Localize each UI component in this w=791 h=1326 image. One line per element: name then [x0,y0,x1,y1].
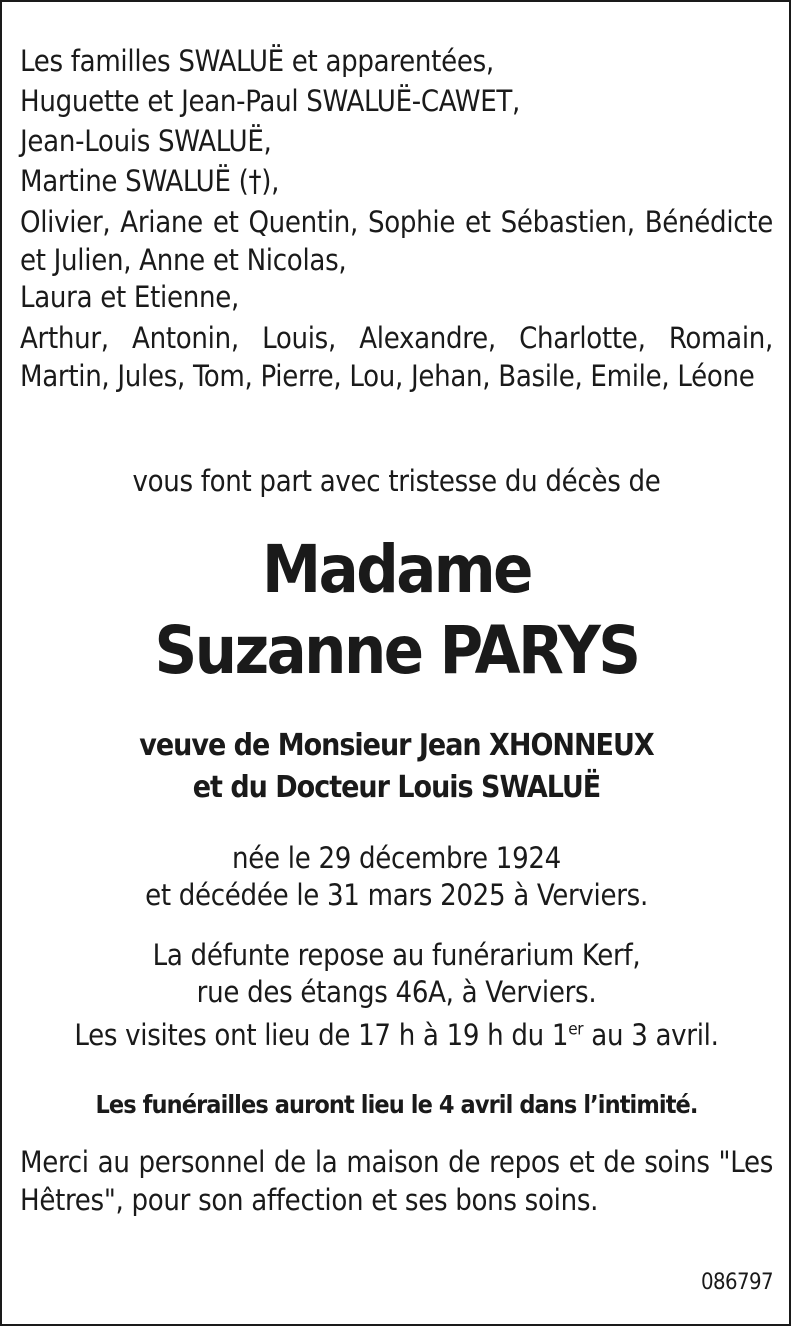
widow-of [20,725,773,809]
widow-line: veuve de Monsieur Jean XHONNEUX [139,728,654,763]
family-line: Huguette et Jean-Paul SWALUË-CAWET, [20,84,521,118]
death-date: et décédée le 31 mars 2025 à Verviers. [145,878,648,912]
family-line: Les familles SWALUË et apparentées, [20,44,494,78]
funeral-info: Les funérailles auront lieu le 4 avril dans l’intimité. [95,1090,698,1119]
grandchildren-text: Olivier, Ariane et Quentin, Sophie et Sébastien, Bénédicte et Julien, Anne et Nicolas, [20,205,773,277]
widow-line: et du Docteur Louis SWALUË [192,770,601,805]
life-dates [20,840,773,914]
great-grandchildren-text: Arthur, Antonin, Louis, Alexandre, Charlotte, Romain, Martin, Jules, Tom, Pierre, Lou, Jehan, Basile, Emile, Léone [20,321,773,393]
grandchildren-last: Laura et Etienne, [20,280,239,314]
visiting-hours: Les visites ont lieu de 17 h à 19 h du 1er au 3 avril. [74,1018,719,1052]
deceased-title: Madame [262,531,531,608]
reference-number: 086797 [701,1270,773,1295]
family-line: Martine SWALUË (†), [20,164,280,198]
viewing-info [20,937,773,1054]
funeral-home: La défunte repose au funérarium Kerf, [152,938,641,972]
thanks-text: Merci au personnel de la maison de repos et de soins "Les Hêtres", pour son affection et ses bons soins. [20,1145,773,1217]
announcement: vous font part avec tristesse du décès de [132,464,661,498]
family-line: Jean-Louis SWALUË, [20,124,272,158]
family-list [20,43,773,395]
deceased-name: Suzanne PARYS [154,612,639,689]
funeral-home-address: rue des étangs 46A, à Verviers. [196,975,597,1009]
birth-date: née le 29 décembre 1924 [232,841,561,875]
